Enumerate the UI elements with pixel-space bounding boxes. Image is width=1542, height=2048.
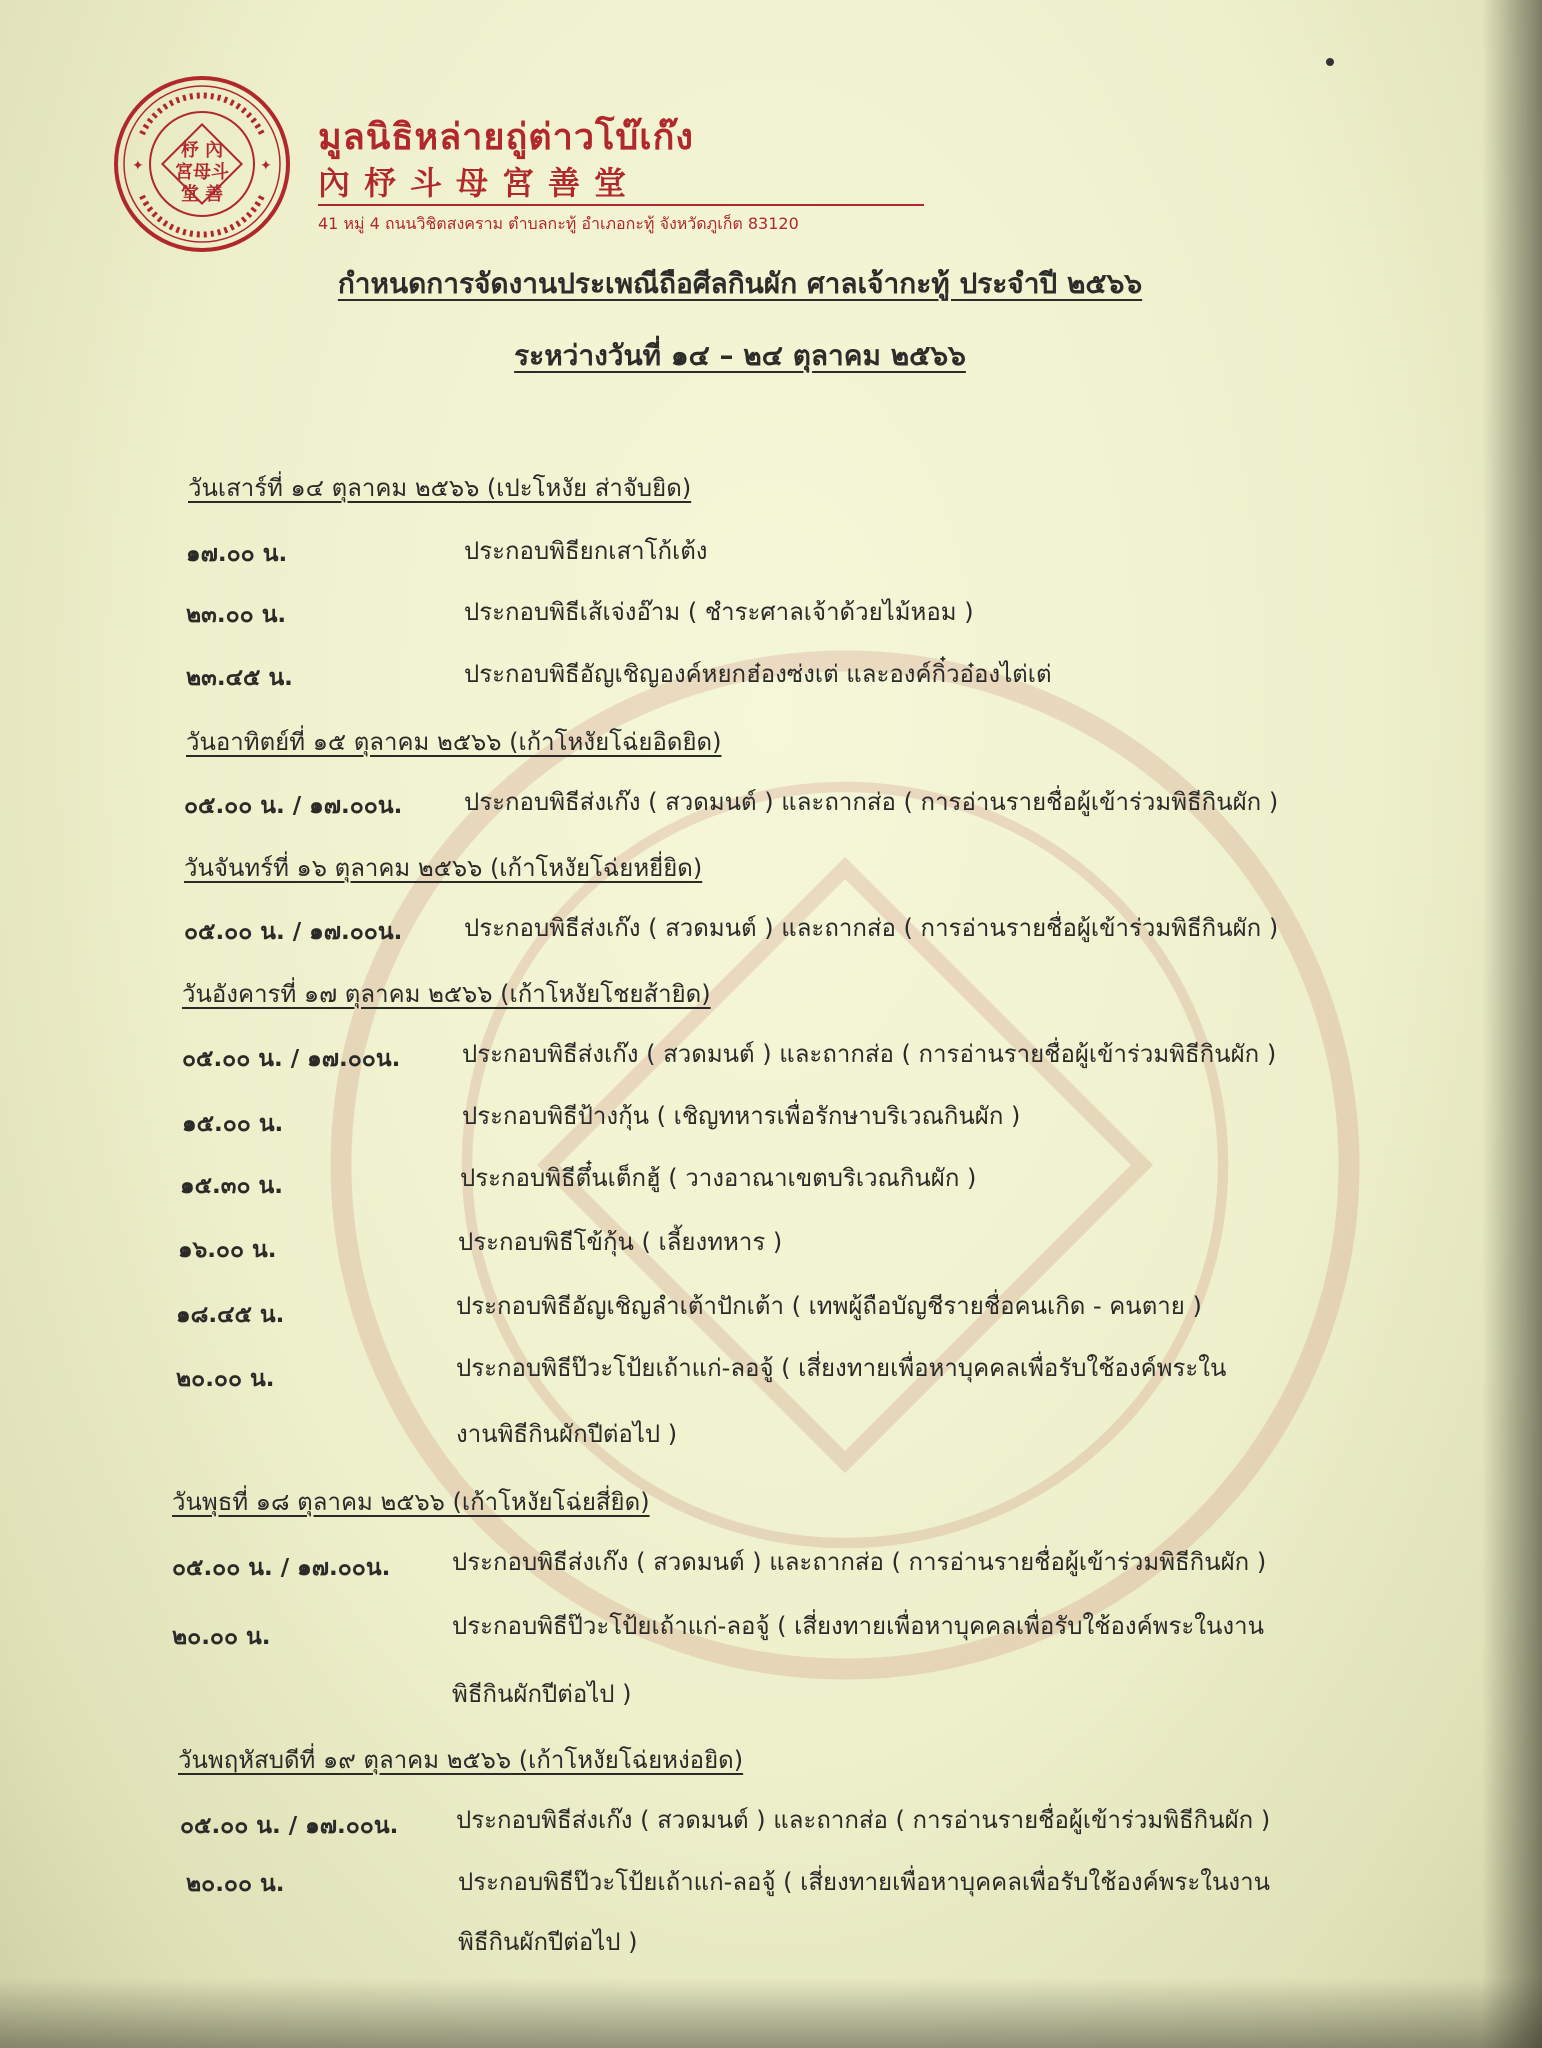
schedule-time: ๑๘.๔๕ น.: [176, 1302, 285, 1328]
organization-address: 41 หมู่ 4 ถนนวิชิตสงคราม ตำบลกะทู้ อำเภอกะทู้ จังหวัดภูเก็ต 83120: [318, 214, 799, 233]
svg-text:杼 內: 杼 內: [180, 140, 224, 161]
schedule-time: ๑๗.๐๐ น.: [186, 541, 288, 567]
svg-text:堂 善: 堂 善: [180, 184, 224, 205]
day-heading: วันพฤหัสบดีที่ ๑๙ ตุลาคม ๒๕๖๖ (เก้าโหงัยโฉ่ยหง่อยิด): [178, 1746, 744, 1774]
schedule-activity: ประกอบพิธีป๊วะโป้ยเถ้าแก่-ลอจู้ ( เสี่ยงทายเพื่อหาบุคคลเพื่อรับใช้องค์พระในงาน: [452, 1612, 1264, 1640]
schedule-time: ๑๖.๐๐ น.: [178, 1237, 277, 1263]
schedule-time: ๐๕.๐๐ น. / ๑๗.๐๐น.: [180, 1813, 399, 1839]
schedule-activity: ประกอบพิธีป๊วะโป้ยเถ้าแก่-ลอจู้ ( เสี่ยงทายเพื่อหาบุคคลเพื่อรับใช้องค์พระใน: [456, 1354, 1227, 1382]
schedule-activity: ประกอบพิธีอัญเชิญองค์หยกฮ๋องซ่งเต่ และองค์กิ๋วอ๋องไต่เต่: [464, 660, 1052, 688]
schedule-time: ๐๕.๐๐ น. / ๑๗.๐๐น.: [184, 919, 403, 945]
schedule-time: ๒๐.๐๐ น.: [176, 1366, 275, 1392]
schedule-activity: ประกอบพิธีส่งเก๊ง ( สวดมนต์ ) และถากส่อ ( การอ่านรายชื่อผู้เข้าร่วมพิธีกินผัก ): [452, 1548, 1267, 1576]
schedule-activity: ประกอบพิธีส่งเก๊ง ( สวดมนต์ ) และถากส่อ ( การอ่านรายชื่อผู้เข้าร่วมพิธีกินผัก ): [456, 1806, 1271, 1834]
organization-name-thai: มูลนิธิหล่ายถู่ต่าวโบ๊เก๊ง: [318, 117, 694, 158]
schedule-activity-continued: พิธีกินผักปีต่อไป ): [458, 1928, 638, 1956]
schedule-time: ๐๕.๐๐ น. / ๑๗.๐๐น.: [172, 1555, 391, 1581]
header-divider: [318, 204, 924, 206]
organization-seal-icon: [112, 74, 292, 254]
schedule-activity: ประกอบพิธีส่งเก๊ง ( สวดมนต์ ) และถากส่อ ( การอ่านรายชื่อผู้เข้าร่วมพิธีกินผัก ): [462, 1040, 1277, 1068]
schedule-time: ๒๓.๔๕ น.: [186, 665, 293, 691]
schedule-time: ๒๐.๐๐ น.: [186, 1871, 285, 1897]
schedule-time: ๐๕.๐๐ น. / ๑๗.๐๐น.: [184, 793, 403, 819]
schedule-activity-continued: พิธีกินผักปีต่อไป ): [452, 1680, 632, 1708]
document-subtitle: ระหว่างวันที่ ๑๔ – ๒๔ ตุลาคม ๒๕๖๖: [514, 339, 966, 372]
schedule-time: ๑๕.๐๐ น.: [182, 1111, 284, 1137]
schedule-activity: ประกอบพิธียกเสาโก้เต้ง: [464, 537, 708, 565]
day-heading: วันเสาร์ที่ ๑๔ ตุลาคม ๒๕๖๖ (เปะโหงัย ส่าจับยิด): [188, 474, 692, 502]
schedule-activity: ประกอบพิธีป้างกุ้น ( เชิญทหารเพื่อรักษาบริเวณกินผัก ): [462, 1102, 1021, 1130]
schedule-activity: ประกอบพิธีโข้กุ้น ( เลี้ยงทหาร ): [458, 1228, 783, 1256]
schedule-activity-continued: งานพิธีกินผักปีต่อไป ): [456, 1420, 678, 1448]
svg-text:宮母斗: 宮母斗: [175, 162, 229, 183]
schedule-activity: ประกอบพิธีเส้เจ่งอ๊าม ( ชำระศาลเจ้าด้วยไม้หอม ): [464, 598, 974, 626]
svg-text:✦: ✦: [260, 158, 272, 174]
organization-name-chinese: 內杼斗母宮善堂: [318, 164, 641, 202]
document-title: กำหนดการจัดงานประเพณีถือศีลกินผัก ศาลเจ้ากะทู้ ประจำปี ๒๕๖๖: [337, 267, 1143, 300]
day-heading: วันพุธที่ ๑๘ ตุลาคม ๒๕๖๖ (เก้าโหงัยโฉ่ยสี่ยิด): [172, 1488, 650, 1516]
schedule-activity: ประกอบพิธีส่งเก๊ง ( สวดมนต์ ) และถากส่อ ( การอ่านรายชื่อผู้เข้าร่วมพิธีกินผัก ): [464, 788, 1279, 816]
svg-text:✦: ✦: [132, 158, 144, 174]
day-heading: วันจันทร์ที่ ๑๖ ตุลาคม ๒๕๖๖ (เก้าโหงัยโฉ่ยหยี่ยิด): [184, 854, 703, 882]
schedule-time: ๑๕.๓๐ น.: [180, 1173, 283, 1199]
schedule-activity: ประกอบพิธีส่งเก๊ง ( สวดมนต์ ) และถากส่อ ( การอ่านรายชื่อผู้เข้าร่วมพิธีกินผัก ): [464, 914, 1279, 942]
schedule-activity: ประกอบพิธีตึ๋นเต็กฮู้ ( วางอาณาเขตบริเวณกินผัก ): [460, 1164, 977, 1192]
schedule-time: ๐๕.๐๐ น. / ๑๗.๐๐น.: [182, 1046, 401, 1072]
schedule-activity: ประกอบพิธีอัญเชิญลำเต้าปักเต้า ( เทพผู้ถือบัญชีรายชื่อคนเกิด - คนตาย ): [456, 1292, 1202, 1320]
paper-mark: [1326, 58, 1334, 66]
schedule-time: ๒๐.๐๐ น.: [172, 1624, 271, 1650]
schedule-time: ๒๓.๐๐ น.: [186, 602, 287, 628]
schedule-activity: ประกอบพิธีป๊วะโป้ยเถ้าแก่-ลอจู้ ( เสี่ยงทายเพื่อหาบุคคลเพื่อรับใช้องค์พระในงาน: [458, 1868, 1270, 1896]
day-heading: วันอาทิตย์ที่ ๑๕ ตุลาคม ๒๕๖๖ (เก้าโหงัยโฉ่ยอิดยิด): [186, 728, 722, 756]
day-heading: วันอังคารที่ ๑๗ ตุลาคม ๒๕๖๖ (เก้าโหงัยโชยส้ายิด): [182, 980, 711, 1008]
